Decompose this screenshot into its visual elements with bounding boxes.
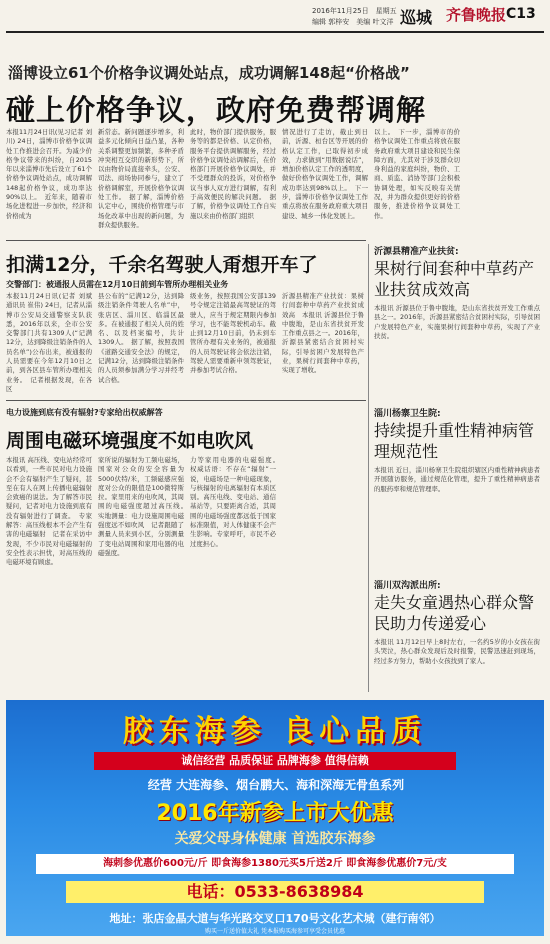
main-column-4: 情况进行了走访，截止到日前，沂源、桓台区等开展的价格认定工作，已取得初步成效，力求做到“用数据说话”，增加价格认定工作的透明度，做好价格争议调处工作，调解成功率达到98%以上。 下一步，淄博市价格争议调处工作重点将放在服务政府重大项目建设、城乡一体化发展上。 [282, 128, 368, 220]
sidebar-box1-title: 沂源县精准产业扶贫: [374, 247, 459, 257]
sidebar-box1-headline: 果树行间套种中草药产业扶贫成效高 [374, 259, 535, 299]
ad-address: 地址：张店金晶大道与华光路交叉口170号文化艺术城（建行南邻） [109, 912, 441, 925]
ad-title: 胶东海参 良心品质 [122, 714, 428, 749]
column-divider [368, 244, 369, 692]
article3-column-1: 本报讯 高压线、变电站经常可以看到，一些市民对电力设施会不会有辐射产生了疑问，甚至在有人在网上传播电磁辐射会致癌的说法。为了解答市民疑问，记者对电力设施到底有没有辐射进行了调查。 专家解答：高压线根本不会产生有害的电磁辐射 记者在采访中发现，不少市民对电磁辐射的安全性表示担忧，对高压线的电磁环境有顾虑。 [6, 456, 92, 567]
page-number: C13 [506, 6, 536, 22]
ad-promotion: 2016年新参上市大优惠 [156, 801, 394, 826]
article3-column-3: 力等家用电器的电磁强度。 权威话语：不存在“辐射”一说，电磁场是一种电磁现象，与核辐射的电离辐射有本质区别。高压电线、变电站、通信基站等，只要距离合适，其周围的电磁场强度都远低于国家标准限值，对人体健康不会产生影响。专家呼吁，市民不必过度担心。 [190, 456, 283, 548]
ad-products: 经营 大连海参、烟台鹏大、海和深海无骨鱼系列 [147, 778, 405, 792]
sidebar-box3-title: 淄川双沟派出所: [374, 581, 441, 591]
article2-column-4: 沂源县精准产业扶贫：果树行间套种中草药产业扶贫成效高 本报讯 沂源县位于鲁中腹地，是山东省扶贫开发工作重点县之一。2016年，沂源县紧密结合贫困村实际，引导贫困户发展特色产业，果树行间套种中草药，实现了增收。 [282, 292, 364, 375]
section-name: 巡城 [400, 8, 433, 27]
main-column-3: 此时，物价部门提供服务，服务等的都是价格、认定价格，服务平台提供调解服务，经过价格争议调处站调解后，在价格部门开展价格争议调处，并不受理群众的投诉，对价格争议当事人双方进行调解，有利于高效便民的解决问题。 据了解，价格争议调处工作自实施以来由价格部门组织 [190, 128, 276, 220]
sidebar-box2-text: 本报讯 近日，淄川杨寨卫生院组织辖区内重性精神病患者开展随访服务，通过规范化管理，提升了重性精神病患者的服药率和规范管理率。 [374, 466, 540, 493]
ad-footnote: 购买一斤送价值大礼 凭本报购买海参可享受会员优惠 [205, 928, 345, 935]
editor-credit: 编辑 郭梓安 美编 叶文洋 [312, 18, 394, 26]
header-divider [6, 31, 544, 33]
sea-cucumber-advertisement [6, 700, 544, 936]
article3-column-2: 家所说的辐射为工频电磁场，国家对公众的安全容量为5000伏特/米，工频磁感应强度对公众的限值是100微特斯拉。家里用来的电吹风，其周围的电磁强度超过高压线。 实地测量：电力设施周围电磁强度远不如吹风 记者跟随了测量人员来到小区，分别测量了变电站周围和家用电器的电磁强度。 [98, 456, 191, 557]
sidebar-box2-title: 淄川杨寨卫生院: [374, 409, 441, 419]
divider [6, 240, 366, 241]
ad-slogan-bar: 诚信经营 品质保证 品牌海参 值得信赖 [94, 752, 456, 770]
sidebar-box3-text: 本报讯 11月12日早上8时左右，一名约5岁的小女孩在街头哭泣，热心群众发现后及时报警，民警迅速赶到现场，经过多方努力，帮助小女孩找到了家人。 [374, 638, 540, 665]
article2-column-1: 本报11月24日讯(记者 刘斌 通讯员 崔伟) 24日，记者从淄博市公安局交通警察支队获悉，2016年以来，全市公安交警部门共有1309人(“记满12分，达到降级注销条件的人员名单”)公布出来，被通报的人员需要在今年12月10日之前，到各区县车管所办理相关业务。 记者根据发现，在各区 [6, 292, 92, 393]
sidebar-box2-headline: 持续提升重性精神病管理规范性 [374, 421, 535, 461]
sidebar-box3-headline: 走失女童遇热心群众警民助力传递爱心 [374, 593, 535, 633]
article2-headline: 扣满12分，千余名驾驶人甭想开车了 [6, 254, 318, 276]
article2-subheadline: 交警部门：被通报人员需在12月10日前到车管所办理相关业务 [6, 280, 229, 289]
main-column-2: 新常态。新问题逐步增多，利益多元化倾向日益凸显，各种关系调整更加频繁，多种矛盾冲突相互交织的新形势下，所以由物价局直接牵头，公安、司法、商场协同参与，建立了价格调解室，开展价格争议调处工作。 据了解，淄博价格认定中心，围绕价格管理与市场化改革中出现的新问题，为群众提供服务。 [98, 128, 184, 229]
issue-date: 2016年11月25日 星期五 [312, 7, 397, 15]
ad-price-strip: 海刺参优惠价600元/斤 即食海参1380元买5斤送2斤 即食海参优惠价7元/支 [36, 854, 514, 874]
main-column-1: 本报11月24日讯(见习记者 刘川) 24日，淄博市价格争议调处工作推进会召开。为减少价格争议带来的纠纷，自2015年以来淄博市先后设立了61个价格争议调处站点，成功调解148起价格争议，成功率达90%以上。 近年来，随着市场化进程进一步加快，经济和价格成为 [6, 128, 92, 220]
ad-tagline: 关爱父母身体健康 首选胶东海参 [174, 831, 376, 847]
article3-headline: 周围电磁环境强度不如电吹风 [6, 430, 254, 452]
newspaper-logo: 齐鲁晚报 [446, 6, 507, 24]
ad-phone: 电话：0533-8638984 [66, 881, 484, 903]
article2-column-3: 级业务，按照我国公安部139号令规定注销最高驾驶证的驾驶人，应当于规定期限内参加学习，也不能驾驶机动车。截止到12月10日前，仍未到车管所办理有关业务的，被通报的人员驾驶证将会依法注销，驾驶人需要重新申领驾驶证，并参加考试合格。 [190, 292, 276, 375]
article3-subheadline: 电力设施到底有没有辐射?专家给出权威解答 [6, 408, 163, 417]
main-subheadline: 淄博设立61个价格争议调处站点，成功调解148起“价格战” [8, 64, 410, 82]
main-column-5: 以上。 下一步，淄博市的价格争议调处工作重点将放在服务政府重大项目建设和民生保障方面，尤其对于涉及群众切身利益的家庭纠纷，物价、工商、质监、消协等部门会积极协调处理，如实反映有关情况，并为群众提供更好的价格服务，推进价格争议调处工作。 [374, 128, 460, 220]
sidebar-box1-text: 本报讯 沂源县位于鲁中腹地，是山东省扶贫开发工作重点县之一。2016年，沂源县紧密结合贫困村实际，引导贫困户发展特色产业，实施果树行间套种中草药，实现了产业扶贫。 [374, 304, 540, 340]
main-headline: 碰上价格争议，政府免费帮调解 [6, 93, 427, 127]
divider [6, 400, 366, 401]
article2-column-2: 县公布的“记满12分，达到降级注销条件驾驶人名单”中，张店区、淄川区、临淄区最多。在被通报了相关人员的姓名、以及档案编号，共计1309人。 据了解，按照我国《道路交通安全法》的规定，记满12分，达到降级注销条件的人员须参加满分学习并经考试合格。 [98, 292, 184, 384]
